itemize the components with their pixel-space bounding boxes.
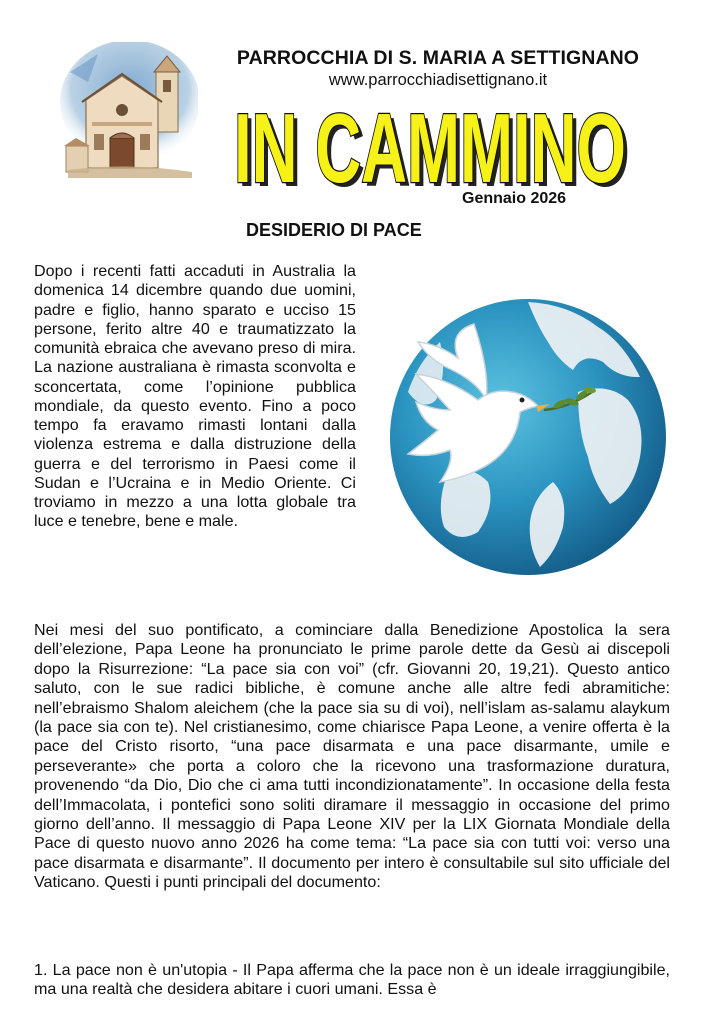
- masthead-title: [222, 96, 642, 192]
- point-1-paragraph: 1. La pace non è un'utopia - Il Papa afferma che la pace non è un ideale irraggiungibile, ma una realtà che desidera abitare i cuori umani. Essa è: [34, 961, 670, 999]
- svg-text:IN CAMMINO: IN CAMMINO: [234, 96, 626, 192]
- body-paragraph: Nei mesi del suo pontificato, a cominciare dalla Benedizione Apostolica la sera dell’elezione, Papa Leone ha pronunciato le prime parole dette da Gesù ai discepoli dopo la Risurrezione: “La pace sia con voi” (cfr. Giovanni 20, 19,21). Questo antico saluto, con le sue radici bibliche, è comune anche alle altre fedi abramitiche: nell’ebraismo Shalom aleichem (che la pace sia su di voi), nell’islam as-salamu alaykum (la pace sia con te). Nel cristianesimo, come chiarisce Papa Leone, a venire offerta è la pace del Cristo risorto, “una pace disarmata e una pace disarmante, umile e perseverante» che porta a coloro che la ricevono una trasformazione duratura, provenendo “da Dio, Dio che ci ama tutti incondizionatamente”. In occasione della festa dell’Immacolata, i pontefici sono soliti diramare il messaggio in occasione del primo giorno dell’anno. Il messaggio di Papa Leone XIV per la LIX Giornata Mondiale della Pace di questo nuovo anno 2026 ha come tema: “La pace sia con tutti voi: verso una pace disarmata e disarmante”. Il documento per intero è consultabile sul sito ufficiale del Vaticano. Questi i punti principali del documento:: [34, 621, 670, 892]
- intro-paragraph: Dopo i recenti fatti accaduti in Australia la domenica 14 dicembre quando due uomini, padre e figlio, hanno sparato e ucciso 15 persone, ferito altre 40 e traumatizzato la comunità ebraica che avevano preso di mira. La nazione australiana è rimasta sconvolta e sconcertata, come l’opinione pubblica mondiale, da questo evento. Fino a poco tempo fa eravamo rimasti lontani dalla violenza estrema e dalla distruzione della guerra e del terrorismo in Paesi come il Sudan e l’Ucraina e in Medio Oriente. Ci troviamo in mezzo a una lotta globale tra luce e tenebre, bene e male.: [34, 262, 356, 531]
- parish-name: PARROCCHIA DI S. MARIA A SETTIGNANO: [236, 47, 640, 69]
- globe-dove-illustration: [378, 282, 670, 587]
- article-title: DESIDERIO DI PACE: [246, 220, 422, 240]
- issue-date: Gennaio 2026: [462, 190, 567, 207]
- svg-text:IN CAMMINO: IN CAMMINO: [238, 97, 630, 192]
- church-illustration: [58, 42, 198, 180]
- parish-website: www.parrocchiadisettignano.it: [328, 71, 548, 89]
